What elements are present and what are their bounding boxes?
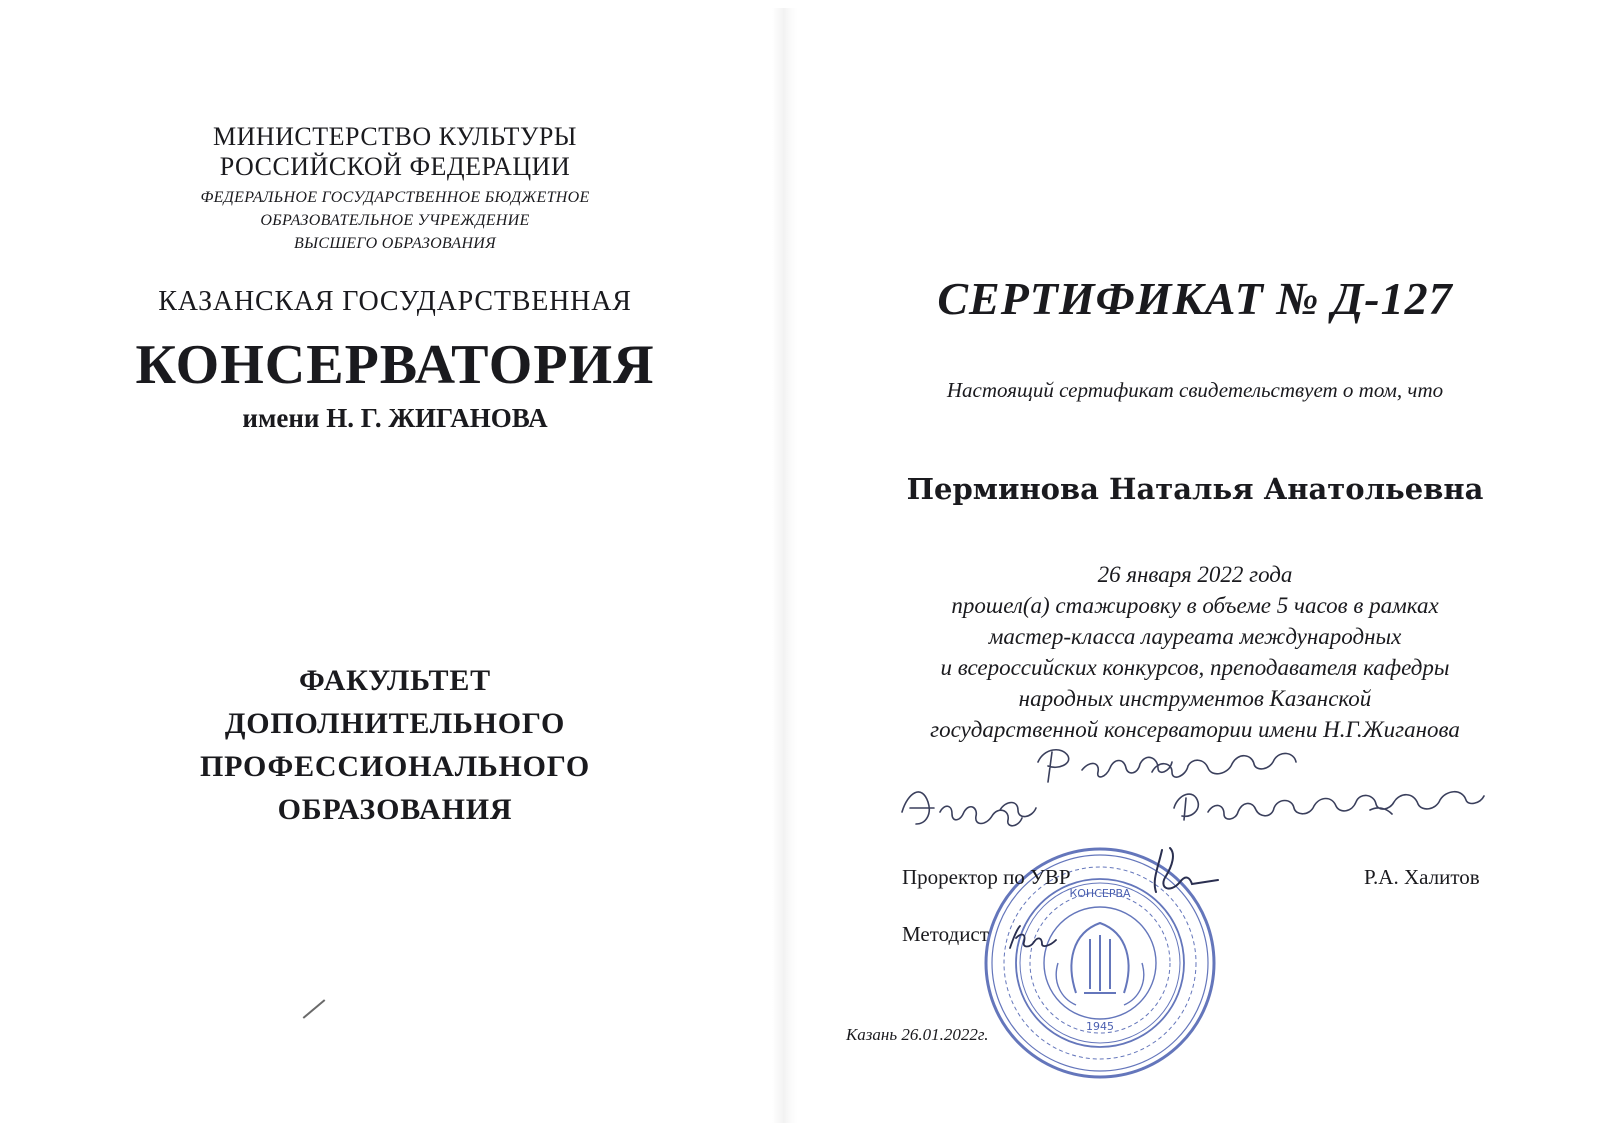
certificate-intro: Настоящий сертификат свидетельствует о том, что [946, 378, 1444, 402]
institution-type-line-2: ОБРАЗОВАТЕЛЬНОЕ УЧРЕЖДЕНИЕ [260, 212, 530, 229]
body-line-2: прошел(а) стажировку в объеме 5 часов в рамках [951, 593, 1439, 618]
faculty-line-4: ОБРАЗОВАНИЯ [277, 793, 513, 826]
institution-type-line-3: ВЫСШЕГО ОБРАЗОВАНИЯ [294, 235, 496, 252]
certificate-title: СЕРТИФИКАТ № Д-127 [937, 273, 1453, 324]
body-line-5: народных инструментов Казанской [1018, 686, 1372, 711]
city-date: Казань 26.01.2022г. [846, 1025, 989, 1044]
university-line-2: КОНСЕРВАТОРИЯ [135, 334, 655, 396]
right-page [790, 0, 1600, 1131]
body-line-4: и всероссийских конкурсов, преподавателя кафедры [940, 655, 1450, 680]
faculty-line-3: ПРОФЕССИОНАЛЬНОГО [199, 750, 591, 783]
left-page [0, 0, 790, 1131]
faculty-line-1: ФАКУЛЬТЕТ [299, 664, 491, 697]
institution-type-line-1: ФЕДЕРАЛЬНОЕ ГОСУДАРСТВЕННОЕ БЮДЖЕТНОЕ [200, 189, 590, 206]
university-line-3: имени Н. Г. ЖИГАНОВА [242, 403, 548, 433]
body-line-3: мастер-класса лауреата международных [988, 624, 1402, 649]
university-line-1: КАЗАНСКАЯ ГОСУДАРСТВЕННАЯ [158, 286, 632, 317]
prorector-signature [1140, 842, 1230, 902]
ministry-line-2: РОССИЙСКОЙ ФЕДЕРАЦИИ [219, 152, 571, 181]
scan-speck [303, 999, 326, 1019]
holder-name: Перминова Наталья Анатольевна [906, 472, 1484, 506]
methodist-label: Методист [902, 922, 989, 946]
body-line-6: государственной консерватории имени Н.Г.Жиганова [930, 717, 1460, 742]
stamp-year: 1945 [1086, 1020, 1114, 1033]
stamp-center-text: КОНСЕРВА [1069, 887, 1131, 900]
ministry-line-1: МИНИСТЕРСТВО КУЛЬТУРЫ [212, 122, 577, 151]
body-line-1: 26 января 2022 года [1097, 562, 1293, 587]
faculty-line-2: ДОПОЛНИТЕЛЬНОГО [224, 707, 566, 740]
prorector-name: Р.А. Халитов [1364, 865, 1480, 889]
prorector-label: Проректор по УВР [902, 865, 1071, 889]
methodist-signature [1002, 918, 1072, 958]
